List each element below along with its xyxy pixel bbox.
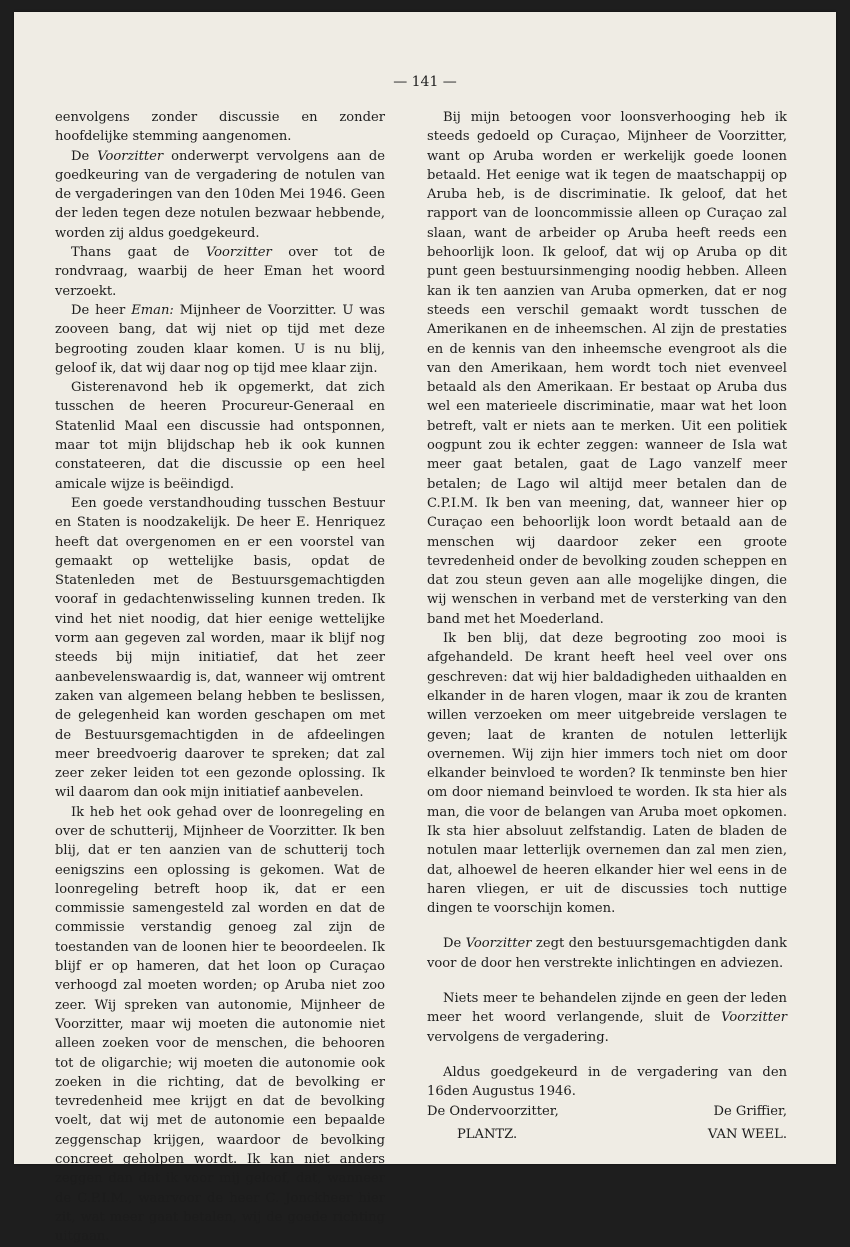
- paragraph: De Voorzitter onderwerpt vervolgens aan de goedkeuring van de vergadering de notulen van de vergaderingen van den 10den Mei 1946. Geen der leden tegen deze notulen bezwaar hebbende, worden zij aldus goedgekeurd.: [55, 148, 385, 241]
- signature-left-title: De Ondervoorzitter,: [427, 1103, 559, 1119]
- paragraph: Ik ben blij, dat deze begrooting zoo mooi is afgehandeld. De krant heeft heel veel over ons geschreven: dat wij hier baldadigheden uithaalden en elkander in de haren vlogen, maar ik zou de kranten willen verzoeken om meer uitgebreide verslagen te geven; laat de kranten de notulen letterlijk overnemen. Wij zijn hier immers toch niet om door elkander beinvloed te worden? Ik tenminste ben hier om door niemand beinvloed te worden. Ik sta hier als man, die voor de belangen van Aruba moet opkomen. Ik sta hier absoluut zelfstandig. Laten de bladen de notulen maar letterlijk overnemen dan zal men zien, dat, alhoewel de heeren elkander hier wel eens in de haren vliegen, er uit de discussies toch nuttige dingen te voorschijn komen.: [427, 631, 787, 917]
- paragraph: Niets meer te behandelen zijnde en geen der leden meer het woord verlangende, sluit de Voorzitter vervolgens de vergadering.: [427, 991, 787, 1045]
- paragraph: eenvolgens zonder discussie en zonder hoofdelijke stemming aangenomen.: [55, 110, 385, 145]
- paragraph: Een goede verstandhouding tusschen Bestuur en Staten is noodzakelijk. De heer E. Henriquez heeft dat overgenomen en er een voorstel van gemaakt op wettelijke basis, opdat de Statenleden met de Bestuursgemachtigden vooraf in gedachtenwisseling kunnen treden. Ik vind het niet noodig, dat hier eenige wettelijke vorm aan gegeven zal worden, maar ik blijf nog steeds bij mijn initiatief, dat het zeer aanbevelenswaardig is, dat, wanneer wij omtrent zaken van algemeen belang hebben te beslissen, de gelegenheid kan worden geschapen om met de Bestuursgemachtigden in de afdeelingen meer breedvoerig daarover te spreken; dat zal zeer zeker leiden tot een gezonde oplossing. Ik wil daarom dan ook mijn initiatief aanbevelen.: [55, 495, 385, 801]
- signature-left-name: PLANTZ.: [457, 1126, 518, 1142]
- left-column: [55, 108, 385, 1247]
- paragraph: Thans gaat de Voorzitter over tot de rondvraag, waarbij de heer Eman het woord verzoekt.: [55, 245, 385, 299]
- paragraph: Bij mijn betoogen voor loonsverhooging heb ik steeds gedoeld op Curaçao, Mijnheer de Voorzitter, want op Aruba worden er werkelijk goede loonen betaald. Het eenige wat ik tegen de maatschappij op Aruba heb, is de discriminatie. Ik geloof, dat het rapport van de looncommissie alleen op Curaçao zal slaan, want de arbeider op Aruba heeft reeds een behoorlijk loon. Ik geloof, dat wij op Aruba op dit punt geen bestuursinmenging noodig hebben. Alleen kan ik ten aanzien van Aruba opmerken, dat er nog steeds een verschil gemaakt wordt tusschen de Amerikanen en de inheemschen. Al zijn de prestaties en de kennis van den inheemsche evengroot als die van den Amerikaan, hem wordt toch niet evenveel betaald als den Amerikaan. Er bestaat op Aruba dus wel een materieele discriminatie, maar wat het loon betreft, valt er niets aan te merken. Uit een politiek oogpunt zou ik echter zeggen: wanneer de Isla wat meer gaat betalen, gaat de Lago vanzelf meer betalen; de Lago wil altijd meer betalen dan de C.P.I.M. Ik ben van meening, dat, wanneer hier op Curaçao een behoorlijk loon wordt betaald aan de menschen wij daardoor zeker een groote tevredenheid onder de bevolking zouden scheppen en dat zou steun geven aan alle mogelijke dingen, die wij wenschen in verband met de versterking van den band met het Moederland.: [427, 110, 787, 627]
- paragraph: De Voorzitter zegt den bestuursgemachtigden dank voor de door hen verstrekte inlichtingen en adviezen.: [427, 936, 787, 971]
- paragraph: De heer Eman: Mijnheer de Voorzitter. U was zooveen bang, dat wij niet op tijd met deze begrooting zouden klaar komen. U is nu blij, geloof ik, dat wij daar nog op tijd mee klaar zijn.: [55, 302, 385, 376]
- signature-right-title: De Griffier,: [713, 1103, 787, 1119]
- right-column: [427, 108, 787, 1144]
- paragraph: Aldus goedgekeurd in de vergadering van den 16den Augustus 1946.: [427, 1064, 787, 1100]
- paragraph: Ik heb het ook gehad over de loonregeling en over de schutterij, Mijnheer de Voorzitter. Ik ben blij, dat er ten aanzien van de schutterij toch eenigszins een oplossing is gekomen. Wat de loonregeling betreft hoop ik, dat er een commissie samengesteld zal worden en dat de commissie verstandig genoeg zal zijn de toestanden van de loonen hier te beoordeelen. Ik blijf er op hameren, dat het loon op Curaçao verhoogd zal moeten worden; op Aruba niet zoo zeer. Wij spreken van autonomie, Mijnheer de Voorzitter, maar wij moeten die autonomie niet alleen zoeken voor de menschen, die behooren tot de oligarchie; wij moeten die autonomie ook zoeken in die richting, dat de bevolking er tevredenheid mee krijgt en dat de bevolking voelt, dat wij met de autonomie een bepaalde zeggenschap krijgen, waardoor de bevolking concreet geholpen wordt. Ik kan niet anders zeggen dan dat ik voor mij geloof, dat, wanneer de C.P.I.M., waarvoor de heer C. Jonckheer hier zit, wat meer gaat betalen, wij de goede richting uitgaan.: [55, 804, 385, 1245]
- document-page: [14, 12, 836, 1245]
- signature-right-name: VAN WEEL.: [707, 1126, 787, 1142]
- paragraph: Gisterenavond heb ik opgemerkt, dat zich tusschen de heeren Procureur-Generaal en Statenlid Maal een discussie had ontsponnen, maar tot mijn blijdschap heb ik ook kunnen constateeren, dat die discussie op een heel amicale wijze is beëindigd.: [55, 380, 385, 492]
- page-number: — 141 —: [393, 74, 457, 90]
- signature-names: [427, 1125, 787, 1144]
- signature-titles: [427, 1102, 787, 1121]
